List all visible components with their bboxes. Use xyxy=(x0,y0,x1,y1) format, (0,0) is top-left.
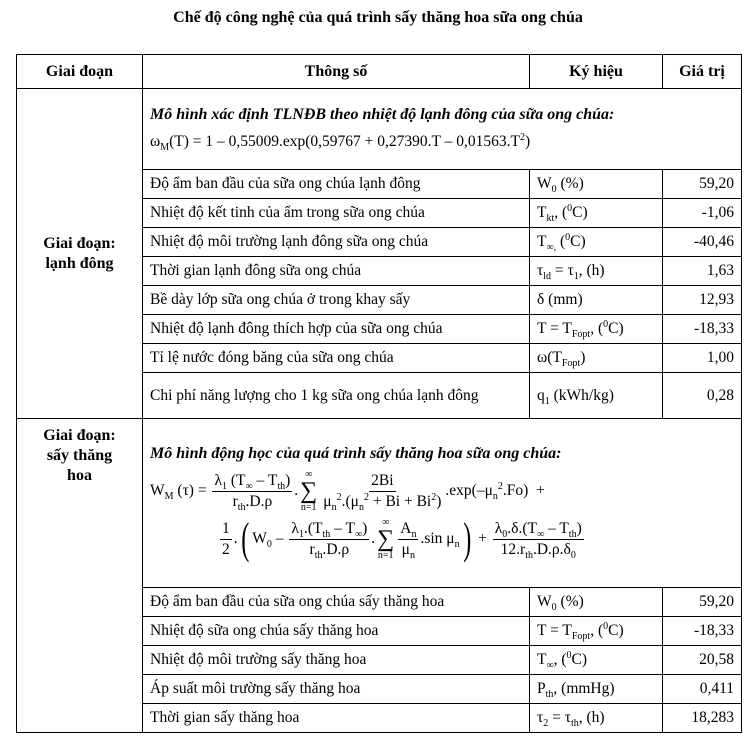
value-cell: 20,58 xyxy=(663,646,742,675)
symbol-cell: $T_{kt}$, ($^0$C) xyxy=(530,199,663,228)
value-cell: -1,06 xyxy=(663,199,742,228)
value-cell: 1,00 xyxy=(663,344,742,373)
param-cell: Tỉ lệ nước đóng băng của sữa ong chúa xyxy=(143,344,530,373)
param-cell: Bề dày lớp sữa ong chúa ở trong khay sấy xyxy=(143,286,530,315)
header-value: Giá trị xyxy=(663,55,742,89)
param-cell: Nhiệt độ kết tinh của ẩm trong sữa ong chúa xyxy=(143,199,530,228)
value-cell: 0,411 xyxy=(663,675,742,704)
stage2-model-row xyxy=(17,419,742,588)
value-cell: 18,283 xyxy=(663,704,742,733)
header-row xyxy=(17,55,742,89)
param-cell: Chi phí năng lượng cho 1 kg sữa ong chúa lạnh đông xyxy=(143,373,530,419)
stage1-model-row xyxy=(17,89,742,170)
value-cell: -18,33 xyxy=(663,617,742,646)
param-cell: Thời gian sấy thăng hoa xyxy=(143,704,530,733)
value-cell: 59,20 xyxy=(663,588,742,617)
value-cell: -40,46 xyxy=(663,228,742,257)
symbol-cell: δ (mm) xyxy=(530,286,663,315)
symbol-cell: $W_0$ (%) xyxy=(530,588,663,617)
symbol-cell: $T = T_{Fopt}$, ($^0$C) xyxy=(530,617,663,646)
param-cell: Nhiệt độ sữa ong chúa sấy thăng hoa xyxy=(143,617,530,646)
process-table xyxy=(16,54,742,733)
stage2-label: Giai đoạn: sấy thăng hoa xyxy=(17,419,143,733)
symbol-cell: $T = T_{Fopt}$, ($^0$C) xyxy=(530,315,663,344)
stage1-model: Mô hình xác định TLNĐB theo nhiệt độ lạnh đông của sữa ong chúa: $\omega_M(T) = 1 - 0,55009.\exp(0,59767 + 0,27390.T - 0,01563.T^2)$ xyxy=(143,89,742,170)
param-cell: Áp suất môi trường sấy thăng hoa xyxy=(143,675,530,704)
value-cell: 59,20 xyxy=(663,170,742,199)
header-parameter: Thông số xyxy=(143,55,530,89)
stage1-model-title: Mô hình xác định TLNĐB theo nhiệt độ lạnh đông của sữa ong chúa xyxy=(150,106,610,123)
param-cell: Độ ẩm ban đầu của sữa ong chúa lạnh đông xyxy=(143,170,530,199)
symbol-cell: $P_{th}$, (mmHg) xyxy=(530,675,663,704)
param-cell: Độ ẩm ban đầu của sữa ong chúa sấy thăng hoa xyxy=(143,588,530,617)
stage2-model-title: Mô hình động học của quá trình sấy thăng hoa sữa ong chúa xyxy=(150,445,557,462)
symbol-cell: $\tau_{ld} = \tau_1$, (h) xyxy=(530,257,663,286)
symbol-cell: $T_\infty$, ($^0$C) xyxy=(530,646,663,675)
symbol-cell: $W_0$ (%) xyxy=(530,170,663,199)
param-cell: Nhiệt độ môi trường sấy thăng hoa xyxy=(143,646,530,675)
drying-formula-line2: $\frac{1}{2}$ . ( $W_0$ – $\frac{\lambda_1.(T_{th} - T_\infty)}{r_{th}.D.\rho}$ . ∞ ∑ n=1 $\frac{A_n}{\mu_n}$ .sin $\mu_n$ ) + $\frac{\lambda_0.\delta.(T_\infty - T_{th})}{12.r_{th}.D.\rho.\delta_0}$ xyxy=(222,514,582,563)
header-symbol: Ký hiệu xyxy=(530,55,663,89)
value-cell: 1,63 xyxy=(663,257,742,286)
symbol-cell: $\omega(T_{Fopt})$ xyxy=(530,344,663,373)
freezing-formula: $\omega_M(T) = 1 - 0,55009.\exp(0,59767 + 0,27390.T - 0,01563.T^2)$ xyxy=(150,131,531,154)
param-cell: Nhiệt độ lạnh đông thích hợp của sữa ong chúa xyxy=(143,315,530,344)
symbol-cell: $q_1$ (kWh/kg) xyxy=(530,373,663,419)
table-title: Chế độ công nghệ của quá trình sấy thăng hoa sữa ong chúa xyxy=(173,9,583,26)
symbol-cell: $T_{\infty,}$ ($^0$C) xyxy=(530,228,663,257)
value-cell: 12,93 xyxy=(663,286,742,315)
header-stage: Giai đoạn xyxy=(17,55,143,89)
param-cell: Nhiệt độ môi trường lạnh đông sữa ong chúa xyxy=(143,228,530,257)
value-cell: 0,28 xyxy=(663,373,742,419)
param-cell: Thời gian lạnh đông sữa ong chúa xyxy=(143,257,530,286)
stage2-model: Mô hình động học của quá trình sấy thăng hoa sữa ong chúa: $W_M$ (τ) = $\frac{\lambda_1 (T_\infty - T_{th})}{r_{th}.D.\rho}$ . ∞ ∑ n=1 $\frac{2Bi}{\mu_n^2.(\mu_n^2 + Bi + Bi^2)}$ $.\exp(-\mu_n^2.Fo)$ + $\frac{1}{2}$ . ( $W_0$ – $\frac{\lambda_1.(T_{th} - T_\infty)}{r_{th}.D.\rho}$ . ∞ ∑ n=1 $\frac{A_n}{\mu_n}$ .sin $\mu_n$ ) + $\frac{\lambda_0.\delta.(T_\infty - T_{th})}{12.r_{th}.D.\rho.\delta_0}$ xyxy=(143,419,742,588)
symbol-cell: $\tau_2 = \tau_{th}$, (h) xyxy=(530,704,663,733)
value-cell: -18,33 xyxy=(663,315,742,344)
stage1-label: Giai đoạn: lạnh đông xyxy=(17,89,143,419)
drying-formula-line1: $W_M$ (τ) = $\frac{\lambda_1 (T_\infty - T_{th})}{r_{th}.D.\rho}$ . ∞ ∑ n=1 $\frac{2Bi}{\mu_n^2.(\mu_n^2 + Bi + Bi^2)}$ $.\exp(-\mu_n^2.Fo)$ + xyxy=(150,469,545,513)
